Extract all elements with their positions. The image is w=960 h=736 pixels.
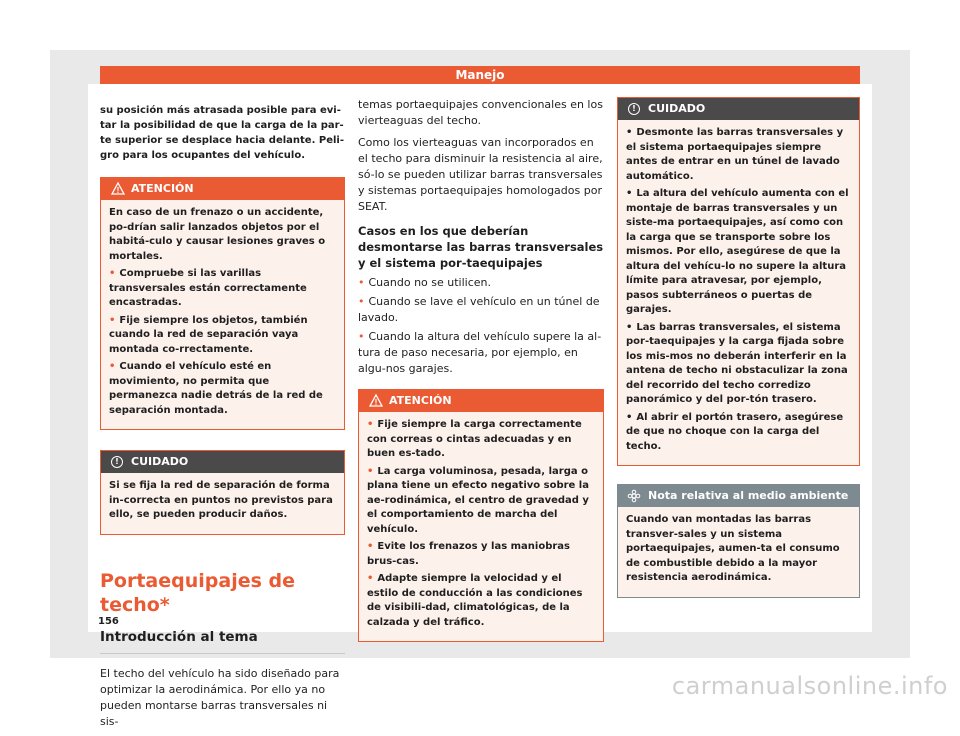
- care-title: CUIDADO: [131, 455, 189, 468]
- body-paragraph: temas portaequipajes convencionales en los vierteaguas del techo.: [358, 98, 603, 127]
- environment-header: [618, 485, 859, 507]
- care-item: • Las barras transversales, el sistema por-taequipajes y la carga fijada sobre los mis-mos no deberán interferir en la antena de techo ni obstaculizar la zona del recorrido del techo corredizo panorámico y del por-tón trasero.: [626, 321, 851, 408]
- care-item: • La altura del vehículo aumenta con el montaje de barras transversales y un siste-ma portaequipajes, así como con la carga que se transporte sobre los mismos. Por ello, asegúrese de que la altura del vehícu-lo no supere la altura límite para atravesar, por ejemplo, pasos subterráneos o puertas de garajes.: [626, 187, 851, 318]
- info-icon: !: [628, 103, 640, 115]
- flower-icon: [627, 489, 641, 503]
- environment-title: Nota relativa al medio ambiente: [648, 489, 849, 502]
- environment-box: [617, 484, 860, 598]
- intro-text: su posición más atrasada posible para evi-tar la posibilidad de que la carga de la par-te superior se desplace hacia delante. Peli-gro para los ocupantes del vehículo.: [100, 105, 344, 161]
- warning-icon: [111, 182, 125, 195]
- care-text: Si se fija la red de separación de forma in-correcta en puntos no previstos para ello, se pueden producir daños.: [109, 480, 333, 520]
- warning-header: [101, 178, 344, 200]
- care-item: • Desmonte las barras transversales y el sistema portaequipajes siempre antes de entrar en un túnel de lavado automático.: [626, 126, 851, 184]
- column-2: [358, 97, 604, 656]
- warning-title: ATENCIÓN: [389, 394, 452, 407]
- care-box: [100, 450, 345, 535]
- warning-item: • Cuando el vehículo esté en movimiento, no permita que permanezca nadie detrás de la red de separación montada.: [109, 360, 336, 418]
- watermark: carmanualsonline.info: [671, 672, 948, 700]
- warning-item: • Compruebe si las varillas transversales están correctamente encastradas.: [109, 267, 336, 311]
- list-item: • Cuando se lave el vehículo en un túnel de lavado.: [358, 294, 604, 326]
- warning-item: • La carga voluminosa, pesada, larga o plana tiene un efecto negativo sobre la ae-rodinámica, el centro de gravedad y el comportamiento de marcha del vehículo.: [367, 465, 595, 538]
- section-title: Portaequipajes de techo*: [100, 569, 296, 616]
- care-header: [101, 451, 344, 473]
- warning-body: [359, 412, 603, 641]
- warning-item: • Fije siempre la carga correctamente con correas o cintas adecuadas y en buen es-tado.: [367, 418, 595, 462]
- list-item: • Cuando no se utilicen.: [358, 275, 604, 291]
- warning-text: En caso de un frenazo o un accidente, po-drían salir lanzados objetos por el habitá-culo y causar lesiones graves o mortales.: [109, 207, 326, 262]
- care-body: [101, 473, 344, 534]
- care-body: [618, 120, 859, 465]
- warning-item: • Evite los frenazos y las maniobras brus-cas.: [367, 540, 595, 569]
- warning-box: [100, 177, 345, 430]
- info-icon: !: [111, 456, 123, 468]
- care-box: [617, 97, 860, 466]
- care-header: [618, 98, 859, 120]
- warning-header: [359, 390, 603, 412]
- warning-box: [358, 389, 604, 642]
- column-1: [100, 97, 345, 736]
- header-bar: Manejo: [100, 66, 860, 84]
- warning-title: ATENCIÓN: [131, 182, 194, 195]
- column-3: [617, 97, 860, 612]
- subsection-heading: Casos en los que deberían desmontarse las barras transversales y el sistema por-taequipajes: [358, 224, 604, 270]
- page-number: 156: [98, 616, 119, 627]
- section-subtitle: Introducción al tema: [100, 627, 345, 654]
- care-item: • Al abrir el portón trasero, asegúrese de que no choque con la carga del techo.: [626, 411, 851, 455]
- body-paragraph: Como los vierteaguas van incorporados en el techo para disminuir la resistencia al aire, só-lo se pueden utilizar barras transversales y sistemas portaequipajes homologados por SEAT.: [358, 136, 603, 213]
- warning-item: • Adapte siempre la velocidad y el estilo de conducción a las condiciones de visibili-dad, climatológicas, de la calzada y del tráfico.: [367, 572, 595, 630]
- warning-body: [101, 200, 344, 429]
- warning-item: • Fije siempre los objetos, también cuando la red de separación vaya montada co-rrectamente.: [109, 314, 336, 358]
- list-item: • Cuando la altura del vehículo supere la al-tura de paso necesaria, por ejemplo, en algu-nos garajes.: [358, 329, 604, 377]
- environment-text: Cuando van montadas las barras transver-sales y un sistema portaequipajes, aumen-ta el consumo de combustible debido a la mayor resistencia aerodinámica.: [626, 514, 840, 583]
- care-title: CUIDADO: [648, 102, 706, 115]
- environment-body: [618, 507, 859, 597]
- body-text: El techo del vehículo ha sido diseñado para optimizar la aerodinámica. Por ello ya no pueden montarse barras transversales ni sis-: [100, 666, 340, 728]
- warning-icon: [369, 394, 383, 407]
